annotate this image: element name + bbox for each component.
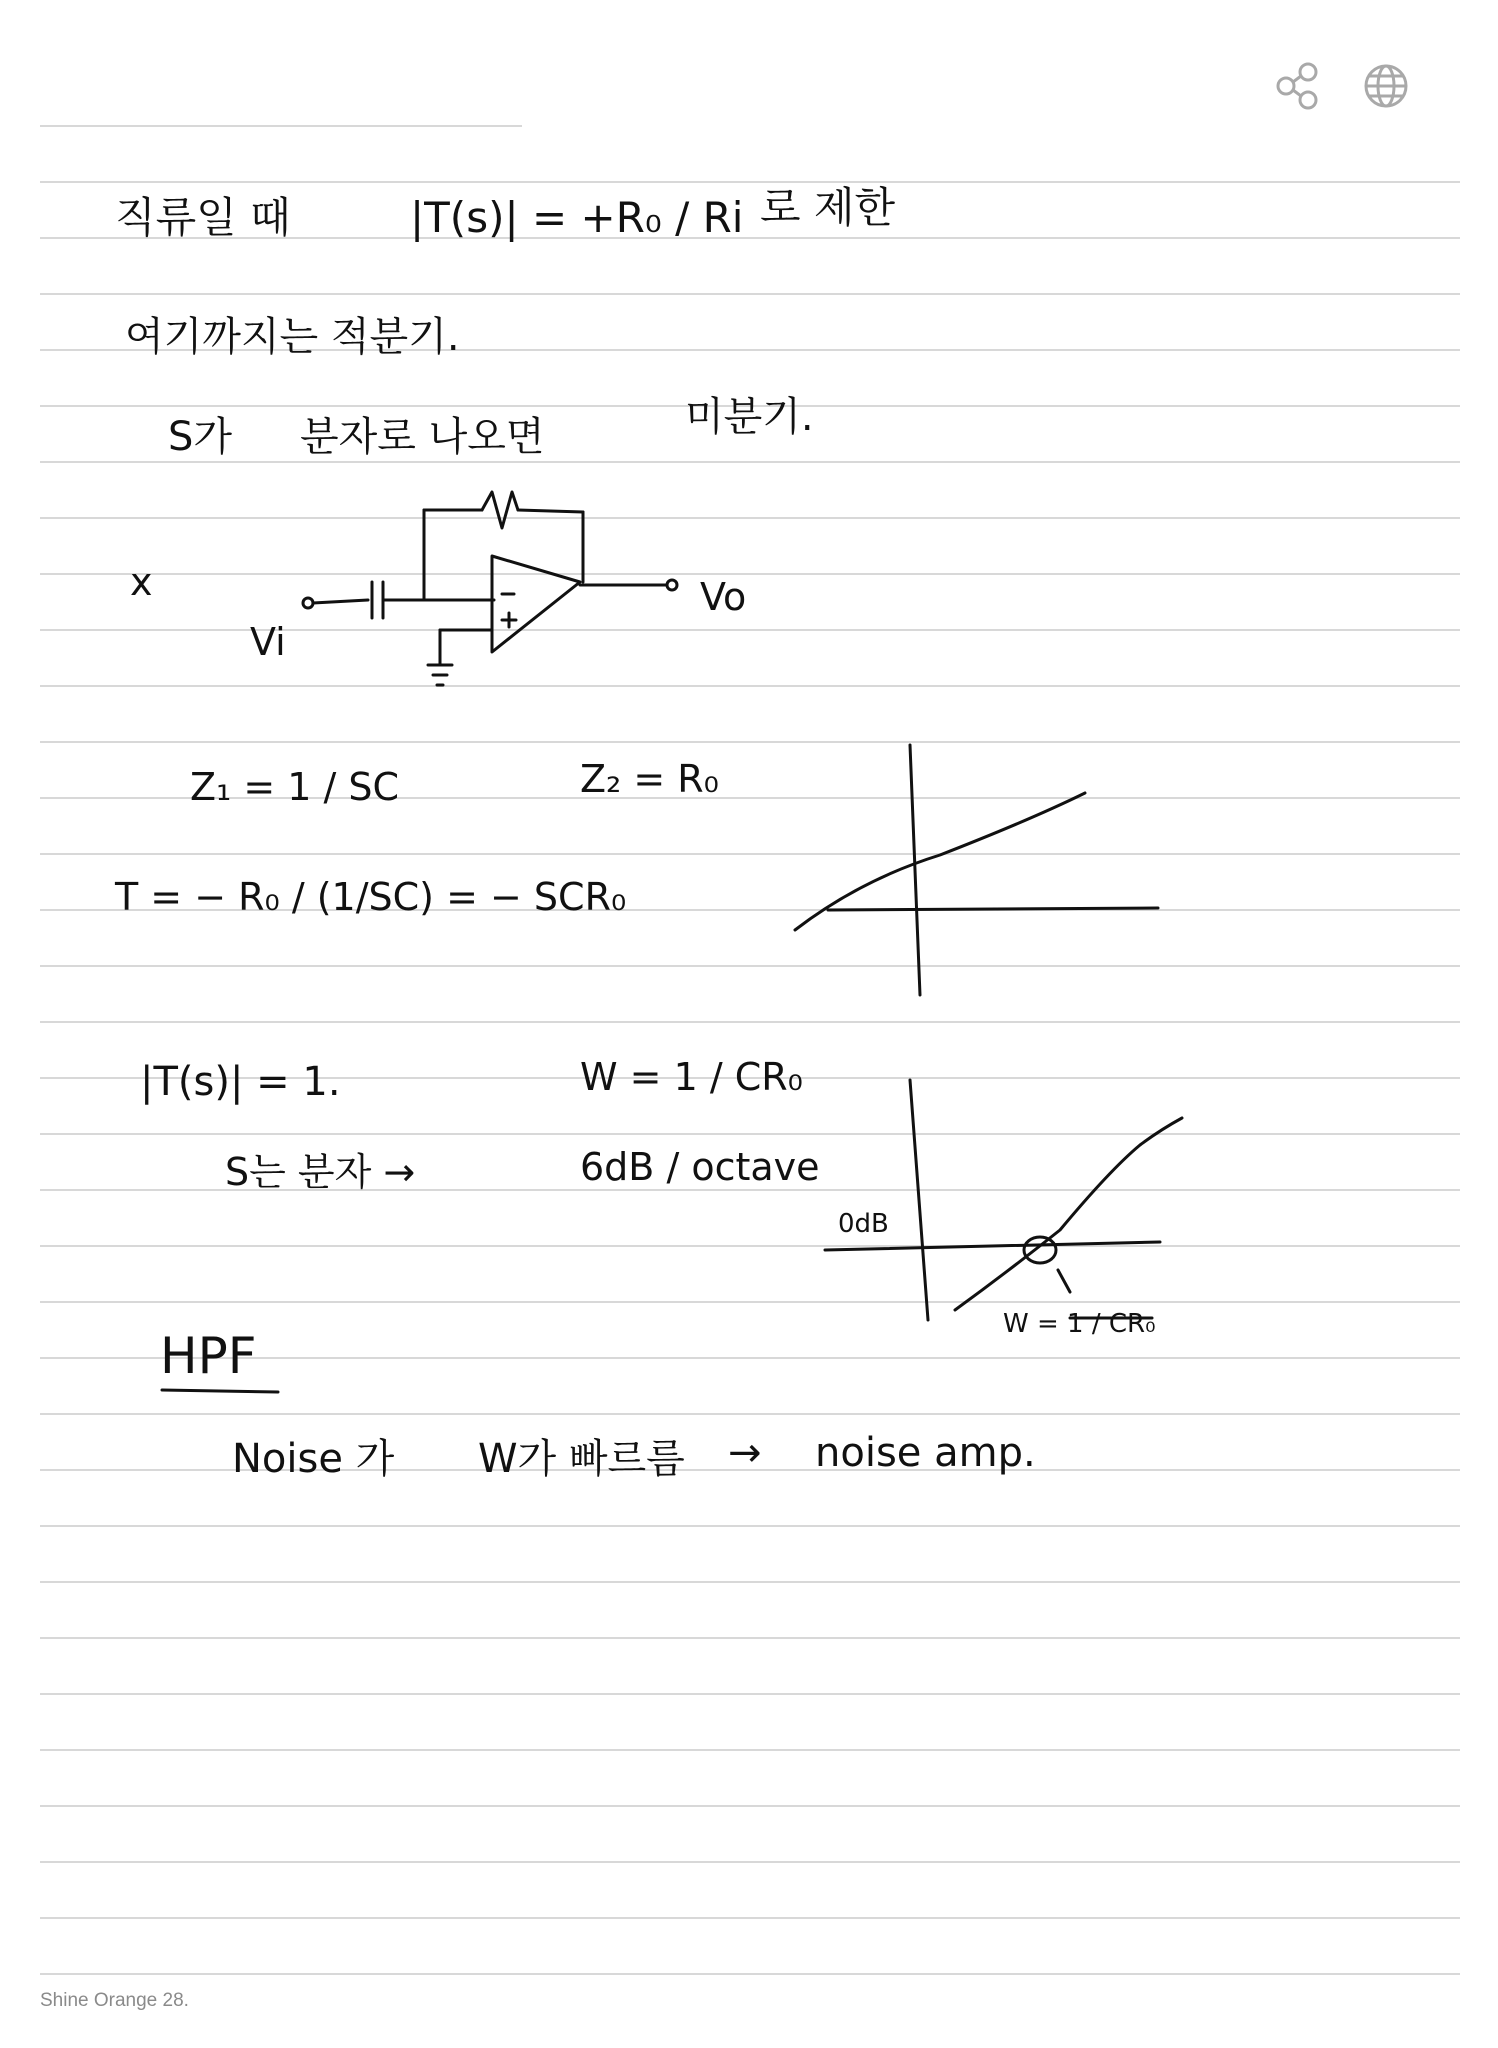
note-line3-b: 분자로 나오면 <box>300 414 545 460</box>
note-line1-left: 직류일 때 <box>115 193 291 242</box>
eq-transfer: T = − R₀ / (1/SC) = − SCR₀ <box>115 875 627 919</box>
circuit-input-label: Vi <box>250 620 286 664</box>
note-line1-right: 로 제한 <box>760 183 896 232</box>
footer-brand: Shine Orange 28. <box>40 1990 189 2011</box>
sketch-plot-2 <box>825 1080 1182 1320</box>
eq-omega: W = 1 / CR₀ <box>580 1055 803 1099</box>
opamp-circuit-sketch <box>303 492 677 685</box>
note-line1-formula: |T(s)| = +R₀ / Ri <box>410 193 744 242</box>
plot2-zero-db: 0dB <box>838 1209 889 1239</box>
hpf-note-d: noise amp. <box>815 1430 1036 1476</box>
circuit-output-label: Vo <box>700 575 747 619</box>
plot2-cutoff: W = 1 / CR₀ <box>1003 1309 1156 1339</box>
note-line2: 여기까지는 적분기. <box>125 314 460 360</box>
hpf-note-arrow: → <box>728 1430 762 1476</box>
eq-z2: Z₂ = R₀ <box>580 757 719 801</box>
eq-slope: 6dB / octave <box>580 1145 820 1189</box>
hpf-title: HPF <box>160 1327 257 1385</box>
hpf-underline <box>162 1390 278 1392</box>
eq-magnitude: |T(s)| = 1. <box>140 1059 341 1105</box>
circuit-marker: ⅹ <box>130 560 153 604</box>
note-line3-a: S가 <box>168 414 233 460</box>
hpf-note-b: W가 빠르름 <box>478 1436 685 1482</box>
note-line3-c: 미분기. <box>685 394 814 440</box>
eq-z1: Z₁ = 1 / SC <box>190 765 400 809</box>
eq-s-numerator: S는 분자 → <box>225 1150 416 1194</box>
sketch-plot-1 <box>795 745 1158 995</box>
hpf-note-a: Noise 가 <box>232 1436 395 1482</box>
